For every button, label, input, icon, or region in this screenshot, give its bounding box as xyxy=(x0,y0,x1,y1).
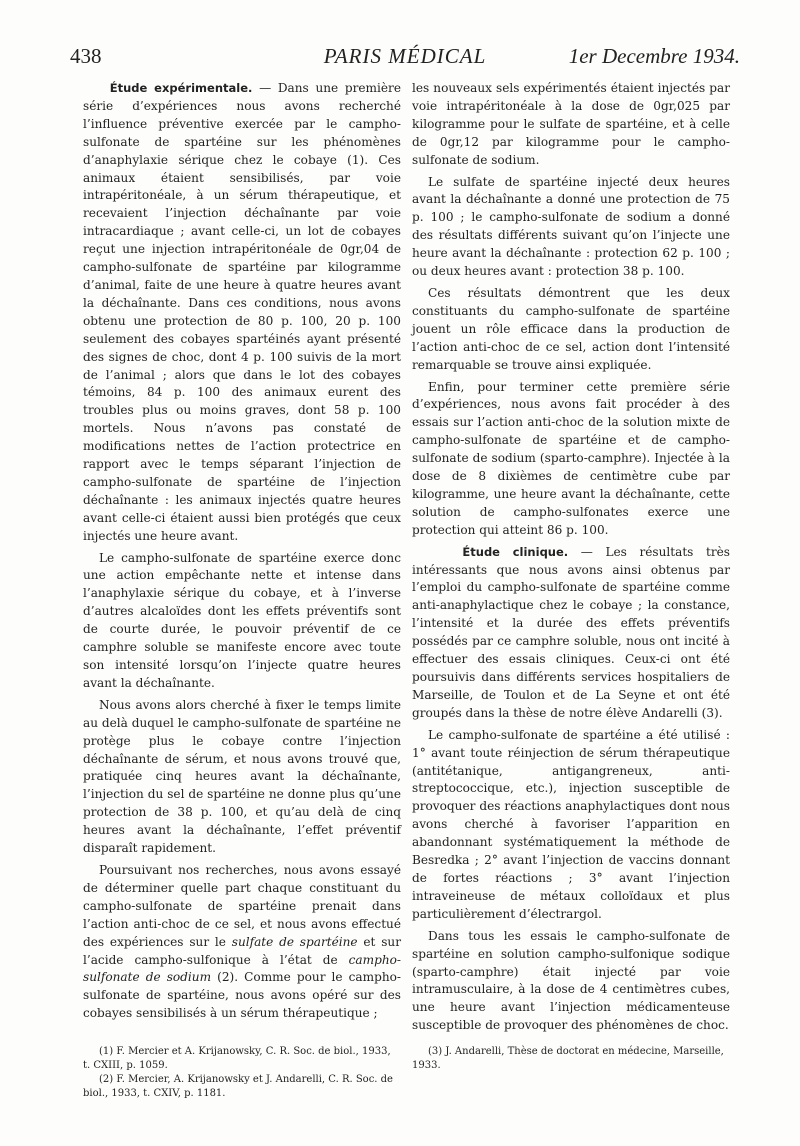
footnote: (1) F. Mercier et A. Krijanowsky, C. R. Soc. de biol., 1933, t. CXIII, p. 1059. xyxy=(83,1046,391,1072)
paragraph-text: (2). Comme pour le campho-sulfonate de spartéine, nous avons opéré sur des cobayes sensibilisés à un sérum thérapeutique ; xyxy=(83,970,401,1021)
footnote: (3) J. Andarelli, Thèse de doctorat en médecine, Marseille, 1933. xyxy=(412,1046,724,1072)
running-header xyxy=(70,44,740,74)
paragraph: Le campho-sulfonate de spartéine a été utilisé : 1° avant toute réinjection de sérum thérapeutique (antitétanique, antigangreneux, anti-streptococcique, etc.), injection susceptible de provoquer des réactions anaphylactiques dont nous avons cherché à favoriser l’apparition en abandonnant systématiquement la méthode de Besredka ; 2° avant l’injection de vaccins donnant de fortes réactions ; 3° avant l’injection intraveineuse de métaux colloïdaux et plus particulièrement d’électrargol. xyxy=(412,727,730,921)
paragraph-text: Poursuivant nos recherches, nous avons essayé de déterminer quelle part chaque constituant du campho-sulfonate de spartéine prenait dans l’action anti-choc de ce sel, et nous avons effectué des expériences sur le xyxy=(83,862,401,949)
footnote: (2) F. Mercier, A. Krijanowsky et J. Andarelli, C. R. Soc. de biol., 1933, t. CXIV, p. 1181. xyxy=(83,1074,393,1100)
italic-term: campho-sulfonate de sodium xyxy=(83,952,401,985)
paragraph-text: — Dans une première série d’expériences nous avons recherché l’influence préventive exercée par le campho-sulfonate de spartéine sur les phénomènes d’anaphylaxie sérique chez le cobaye (1). Ces animaux étaient sensibilisés, par voie intrapéritonéale, à un sérum thérapeutique, et recevaient l’injection déchaînante par voie intracardiaque ; avant celle-ci, un lot de cobayes reçut une injection intrapéritonéale de 0gr,04 de campho-sulfonate de spartéine par kilogramme d’animal, faite de une heure à quatre heures avant la déchaînante. Dans ces conditions, nous avons obtenu une protection de 80 p. 100, 20 p. 100 seulement des cobayes spartéinés ayant présenté des signes de choc, dont 4 p. 100 suivis de la mort de l’animal ; alors que dans le lot des cobayes témoins, 84 p. 100 des animaux eurent des troubles plus ou moins graves, dont 58 p. 100 mortels. Nous n’avons pas constaté de modifications nettes de l’action protectrice en rapport avec le temps séparant l’injection de campho-sulfonate de spartéine de l’injection déchaînante : les animaux injectés quatre heures avant celle-ci étaient aussi bien protégés que ceux injectés une heure avant. xyxy=(83,81,401,543)
page-number: 438 xyxy=(70,44,102,68)
footnotes xyxy=(83,1045,401,1101)
paragraph: Dans tous les essais le campho-sulfonate de spartéine en solution campho-sulfonique sodique (sparto-camphre) était injecté par voie intramusculaire, à la dose de 4 centimètres cubes, une heure avant l’injection médicamenteuse susceptible de provoquer des phénomènes de choc. xyxy=(412,928,730,1033)
italic-term: sulfate de spartéine xyxy=(231,934,358,949)
paragraph: Nous avons alors cherché à fixer le temps limite au delà duquel le campho-sulfonate de spartéine ne protège plus le cobaye contre l’injection déchaînante de sérum, et nous avons trouvé que, pratiquée cinq heures avant la déchaînante, l’injection du sel de spartéine ne donne plus qu’une protection de 38 p. 100, et qu’au delà de cinq heures avant la déchaînante, l’effet préventif disparaît rapidement. xyxy=(83,697,401,856)
paragraph-text: — Les résultats très intéressants que nous avons ainsi obtenus par l’emploi du campho-sulfonate de spartéine comme anti-anaphylactique chez le cobaye ; la constance, l’intensité et la durée des effets préventifs possédés par ce camphre soluble, nous ont incité à effectuer des essais cliniques. Ceux-ci ont été poursuivis dans différents services hospitaliers de Marseille, de Toulon et de La Seyne et ont été groupés dans la thèse de notre élève Andarelli (3). xyxy=(412,544,730,720)
right-column xyxy=(412,80,730,1073)
journal-title: PARIS MÉDICAL xyxy=(323,44,487,68)
issue-date: 1er Decembre 1934. xyxy=(568,44,740,68)
paragraph: Ces résultats démontrent que les deux constituants du campho-sulfonate de spartéine jouent un rôle efficace dans la production de l’action anti-choc de ce sel, action dont l’intensité remarquable se trouve ainsi expliquée. xyxy=(412,285,730,372)
paragraph xyxy=(83,862,401,1023)
paragraph: Enfin, pour terminer cette première série d’expériences, nous avons fait procéder à des essais sur l’action anti-choc de la solution mixte de campho-sulfonate de spartéine et de campho-sulfonate de sodium (sparto-camphre). Injectée à la dose de 8 dixièmes de centimètre cube par kilogramme, une heure avant la déchaînante, cette solution de campho-sulfonates exerce une protection qui atteint 86 p. 100. xyxy=(412,379,730,537)
footnotes xyxy=(412,1045,730,1073)
section-heading: Étude clinique. xyxy=(462,544,569,559)
paragraph xyxy=(412,544,730,723)
paragraph xyxy=(83,80,401,546)
paragraph: Le sulfate de spartéine injecté deux heures avant la déchaînante a donné une protection de 75 p. 100 ; le campho-sulfonate de sodium a donné des résultats différents suivant qu’on l’injecte une heure avant la déchaînante : protection 62 p. 100 ; ou deux heures avant : protection 38 p. 100. xyxy=(412,174,730,279)
left-column xyxy=(83,80,401,1101)
paragraph: Le campho-sulfonate de spartéine exerce donc une action empêchante nette et intense dans l’anaphylaxie sérique du cobaye, et à l’inverse d’autres alcaloïdes dont les effets préventifs sont de courte durée, le pouvoir préventif de ce camphre soluble se manifeste encore avec toute son intensité lorsqu’on l’injecte quatre heures avant la déchaînante. xyxy=(83,550,401,690)
paragraph: les nouveaux sels expérimentés étaient injectés par voie intrapéritonéale à la dose de 0gr,025 par kilogramme pour le sulfate de spartéine, et à celle de 0gr,12 par kilogramme pour le campho-sulfonate de sodium. xyxy=(412,81,730,167)
paragraph-text: et sur l’acide campho-sulfonique à l’état de xyxy=(83,934,401,967)
section-heading: Étude expérimentale. xyxy=(109,81,253,95)
